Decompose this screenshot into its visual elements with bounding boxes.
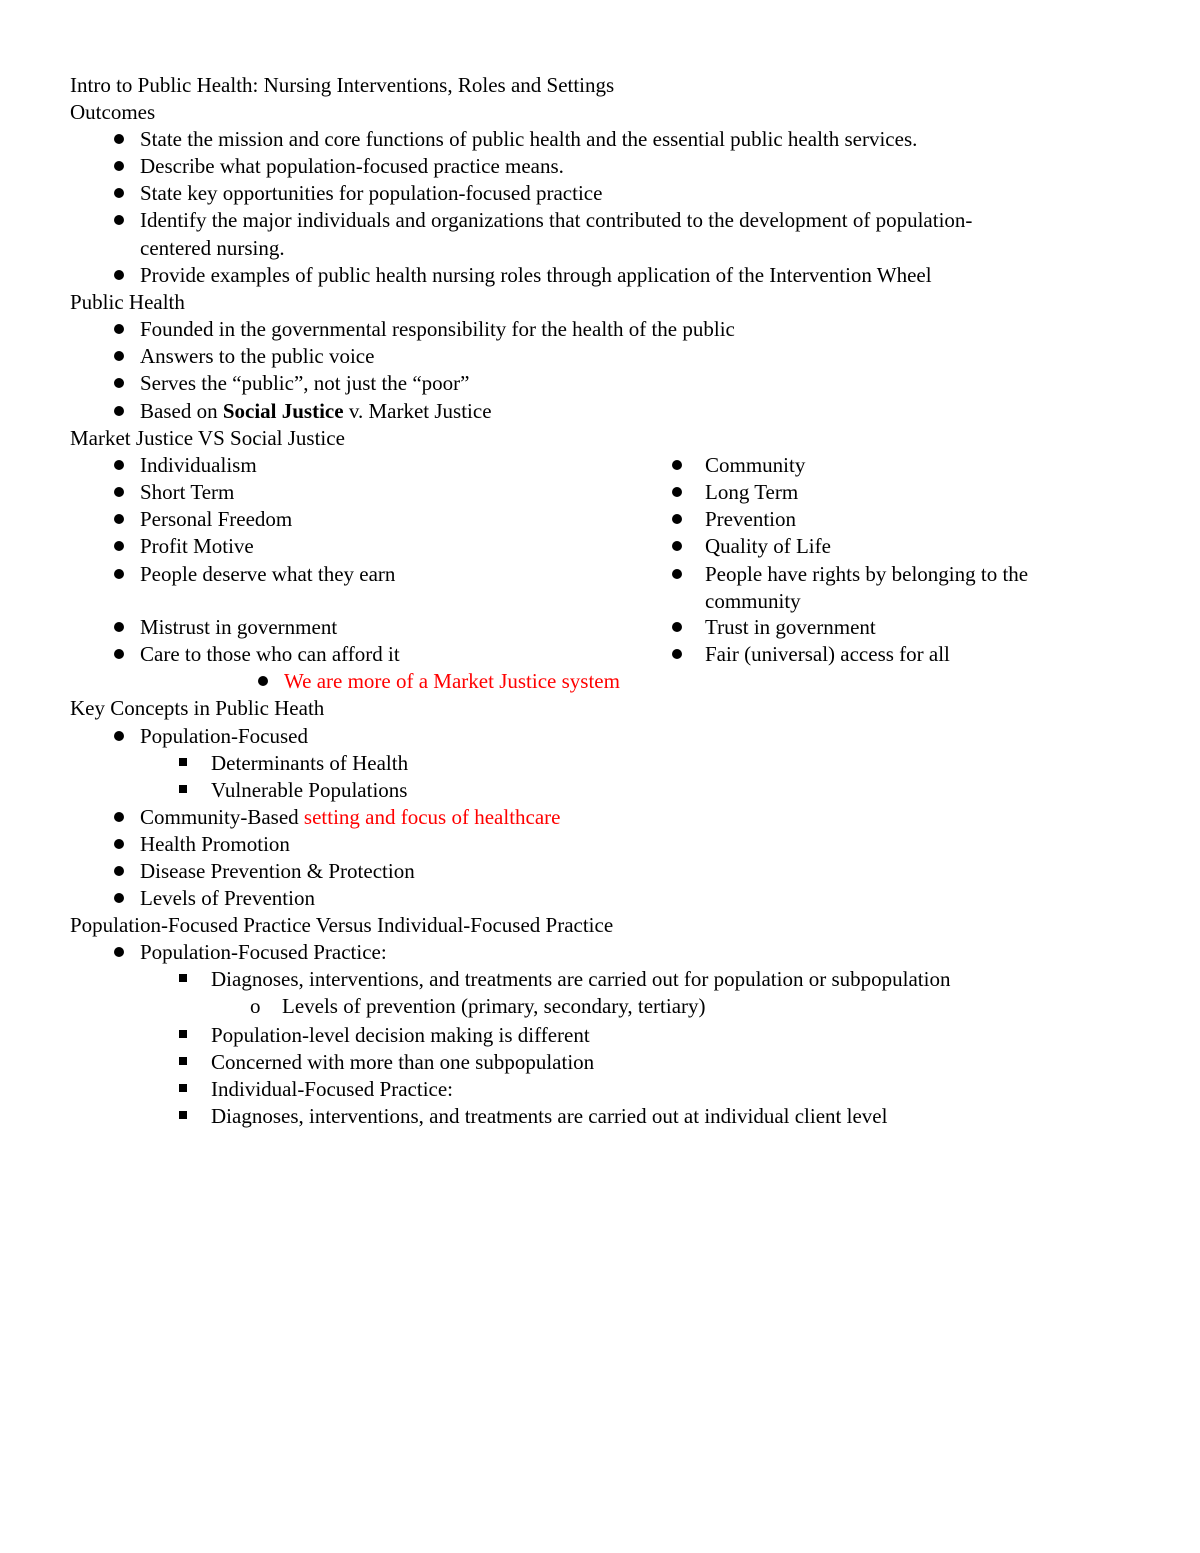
bullet-icon (114, 812, 124, 822)
bullet-icon (672, 622, 682, 632)
bullet-icon (672, 569, 682, 579)
right-column-item-continuation: community (705, 589, 801, 613)
list-item: Disease Prevention & Protection (140, 859, 415, 883)
highlighted-text: setting and focus of healthcare (303, 805, 561, 829)
sub-list-item: Individual-Focused Practice: (211, 1077, 454, 1101)
left-column-item: People deserve what they earn (140, 562, 396, 586)
market-justice-note: We are more of a Market Justice system (284, 669, 620, 693)
text-prefix: Community-Based (140, 805, 304, 829)
list-item: Population-Focused (140, 724, 308, 748)
section-heading-pop-vs-ind: Population-Focused Practice Versus Individual-Focused Practice (70, 913, 614, 937)
bullet-icon (114, 541, 124, 551)
left-column-item: Profit Motive (140, 534, 254, 558)
list-item: State key opportunities for population-focused practice (140, 181, 603, 205)
sub-list-item: Population-level decision making is different (211, 1023, 590, 1047)
right-column-item: Trust in government (705, 615, 876, 639)
bullet-icon (258, 676, 268, 686)
right-column-item: Community (705, 453, 806, 477)
bullet-icon (114, 569, 124, 579)
section-heading-outcomes: Outcomes (70, 100, 156, 124)
section-heading-key-concepts: Key Concepts in Public Heath (70, 696, 325, 720)
text-suffix: v. Market Justice (343, 399, 492, 423)
right-column-item: People have rights by belonging to the (705, 562, 1029, 586)
text-prefix: Based on (140, 399, 223, 423)
sub-list-item: Vulnerable Populations (211, 778, 408, 802)
bullet-icon (114, 161, 124, 171)
bullet-icon (672, 541, 682, 551)
sub-list-item: Concerned with more than one subpopulation (211, 1050, 595, 1074)
bullet-icon (672, 460, 682, 470)
bullet-icon (114, 649, 124, 659)
bullet-icon (114, 460, 124, 470)
left-column-item: Mistrust in government (140, 615, 338, 639)
square-bullet-icon (179, 1030, 187, 1038)
list-item: Identify the major individuals and organizations that contributed to the development of population- (140, 208, 973, 232)
list-item: Describe what population-focused practice means. (140, 154, 564, 178)
list-item: Health Promotion (140, 832, 290, 856)
list-item: Serves the “public”, not just the “poor” (140, 371, 470, 395)
bullet-icon (672, 487, 682, 497)
left-column-item: Care to those who can afford it (140, 642, 400, 666)
sub-list-item: Diagnoses, interventions, and treatments are carried out for population or subpopulation (211, 967, 951, 991)
bullet-icon (672, 514, 682, 524)
list-item: Founded in the governmental responsibility for the health of the public (140, 317, 735, 341)
list-item: State the mission and core functions of public health and the essential public health services. (140, 127, 918, 151)
list-item (140, 804, 561, 831)
bullet-icon (114, 134, 124, 144)
list-item: Levels of Prevention (140, 886, 315, 910)
bullet-icon (114, 215, 124, 225)
list-item: Provide examples of public health nursing roles through application of the Intervention Wheel (140, 263, 932, 287)
bullet-icon (114, 866, 124, 876)
right-column-item: Fair (universal) access for all (705, 642, 950, 666)
bullet-icon (114, 188, 124, 198)
square-bullet-icon (179, 1057, 187, 1065)
sub-list-item: Determinants of Health (211, 751, 409, 775)
bullet-icon (114, 351, 124, 361)
bullet-icon (114, 839, 124, 849)
bullet-icon (114, 487, 124, 497)
bullet-icon (114, 622, 124, 632)
section-heading-public-health: Public Health (70, 290, 185, 314)
bullet-icon (114, 270, 124, 280)
square-bullet-icon (179, 785, 187, 793)
square-bullet-icon (179, 1111, 187, 1119)
list-item: Answers to the public voice (140, 344, 375, 368)
square-bullet-icon (179, 974, 187, 982)
circle-bullet-icon: o (250, 994, 261, 1018)
bullet-icon (114, 514, 124, 524)
right-column-item: Prevention (705, 507, 796, 531)
list-item (140, 398, 492, 425)
list-item: Population-Focused Practice: (140, 940, 387, 964)
bullet-icon (114, 324, 124, 334)
list-item-continuation: centered nursing. (140, 236, 285, 260)
sub-sub-list-item: Levels of prevention (primary, secondary, tertiary) (282, 994, 706, 1018)
left-column-item: Personal Freedom (140, 507, 293, 531)
left-column-item: Individualism (140, 453, 257, 477)
left-column-item: Short Term (140, 480, 235, 504)
bullet-icon (114, 406, 124, 416)
bullet-icon (114, 731, 124, 741)
document-title: Intro to Public Health: Nursing Interventions, Roles and Settings (70, 73, 615, 97)
bullet-icon (114, 893, 124, 903)
bullet-icon (672, 649, 682, 659)
square-bullet-icon (179, 758, 187, 766)
bullet-icon (114, 378, 124, 388)
bold-term: Social Justice (222, 399, 344, 423)
section-heading-market-vs-social: Market Justice VS Social Justice (70, 426, 345, 450)
bullet-icon (114, 947, 124, 957)
right-column-item: Long Term (705, 480, 799, 504)
right-column-item: Quality of Life (705, 534, 831, 558)
sub-list-item: Diagnoses, interventions, and treatments are carried out at individual client level (211, 1104, 888, 1128)
square-bullet-icon (179, 1084, 187, 1092)
